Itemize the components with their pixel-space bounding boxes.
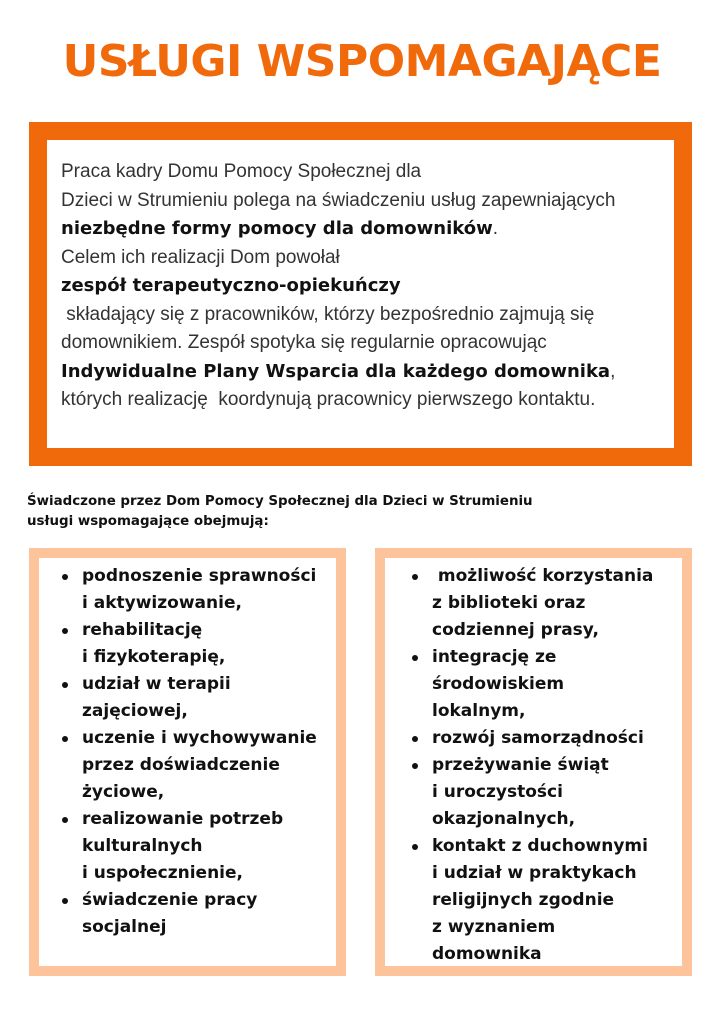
list-item (410, 752, 653, 833)
list-item (60, 806, 317, 887)
subheading-line: Świadczone przez Dom Pomocy Społecznej dla Dzieci w Strumieniu (27, 494, 533, 509)
list-item-line: podnoszenie sprawności (82, 566, 317, 586)
services-subheading (27, 492, 533, 532)
list-item-line: i uroczystości (432, 782, 563, 802)
list-item-line: możliwość korzystania (432, 566, 654, 586)
list-item (410, 725, 653, 752)
list-item-line: rehabilitację (82, 620, 203, 640)
bullet-icon (62, 682, 68, 688)
list-item-line: realizowanie potrzeb (82, 809, 284, 829)
list-item-line: lokalnym, (432, 701, 526, 721)
right-services-list (410, 563, 653, 968)
intro-line (61, 272, 671, 301)
intro-line (61, 215, 671, 244)
list-item-line: socjalnej (82, 917, 167, 937)
intro-line: składający się z pracowników, którzy bezpośrednio zajmują się (61, 303, 595, 325)
intro-line: domownikiem. Zespół spotyka się regularnie opracowując (61, 332, 547, 353)
list-item-line: okazjonalnych, (432, 809, 576, 829)
bullet-icon (62, 817, 68, 823)
list-item-line: życiowe, (82, 782, 165, 802)
bullet-icon (412, 655, 418, 661)
list-item-line: przeżywanie świąt (432, 755, 609, 775)
list-item-line: z wyznaniem (432, 917, 556, 937)
list-item (410, 644, 653, 725)
subheading-line: usługi wspomagające obejmują: (27, 514, 269, 529)
list-item (60, 725, 317, 806)
left-services-list (60, 563, 317, 941)
list-item (410, 563, 653, 644)
list-item-line: udział w terapii (82, 674, 231, 694)
list-item (60, 887, 317, 941)
bullet-icon (412, 844, 418, 850)
intro-line: których realizację koordynują pracownicy pierwszego kontaktu. (61, 389, 596, 410)
list-item-line: i uspołecznienie, (82, 863, 244, 883)
intro-punctuation: , (610, 360, 616, 382)
intro-line (61, 358, 671, 387)
bullet-icon (412, 574, 418, 580)
list-item-line: integrację ze (432, 647, 557, 667)
list-item-line: kulturalnych (82, 836, 203, 856)
list-item-line: religijnych zgodnie (432, 890, 615, 910)
list-item-line: kontakt z duchownymi (432, 836, 648, 856)
list-item-line: uczenie i wychowywanie (82, 728, 317, 748)
intro-paragraph (61, 158, 671, 415)
list-item-line: i aktywizowanie, (82, 593, 242, 613)
bullet-icon (62, 898, 68, 904)
list-item (410, 833, 653, 968)
intro-emphasis: Indywidualne Plany Wsparcia dla każdego domownika (61, 360, 611, 382)
intro-line: Praca kadry Domu Pomocy Społecznej dla (61, 161, 422, 182)
bullet-icon (62, 574, 68, 580)
intro-line: Celem ich realizacji Dom powołał (61, 246, 340, 268)
list-item (60, 617, 317, 671)
list-item-line: i fizykoterapię, (82, 647, 226, 667)
intro-punctuation: . (492, 218, 499, 239)
bullet-icon (62, 628, 68, 634)
list-item-line: codziennej prasy, (432, 620, 600, 640)
page-title: USŁUGI WSPOMAGAJĄCE (62, 36, 662, 87)
intro-line: Dzieci w Strumieniu polega na świadczeniu usług zapewniających (61, 189, 616, 211)
bullet-icon (412, 736, 418, 742)
list-item-line: świadczenie pracy (82, 890, 258, 910)
intro-emphasis: zespół terapeutyczno-opiekuńczy (61, 275, 401, 296)
list-item-line: domownika (432, 944, 542, 964)
list-item-line: rozwój samorządności (432, 728, 644, 748)
list-item (60, 563, 317, 617)
bullet-icon (62, 736, 68, 742)
list-item-line: zajęciowej, (82, 701, 188, 721)
bullet-icon (412, 763, 418, 769)
list-item (60, 671, 317, 725)
intro-emphasis: niezbędne formy pomocy dla domowników (61, 218, 493, 239)
list-item-line: przez doświadczenie (82, 755, 280, 775)
list-item-line: z biblioteki oraz (432, 593, 586, 613)
list-item-line: i udział w praktykach (432, 863, 637, 883)
list-item-line: środowiskiem (432, 674, 565, 694)
